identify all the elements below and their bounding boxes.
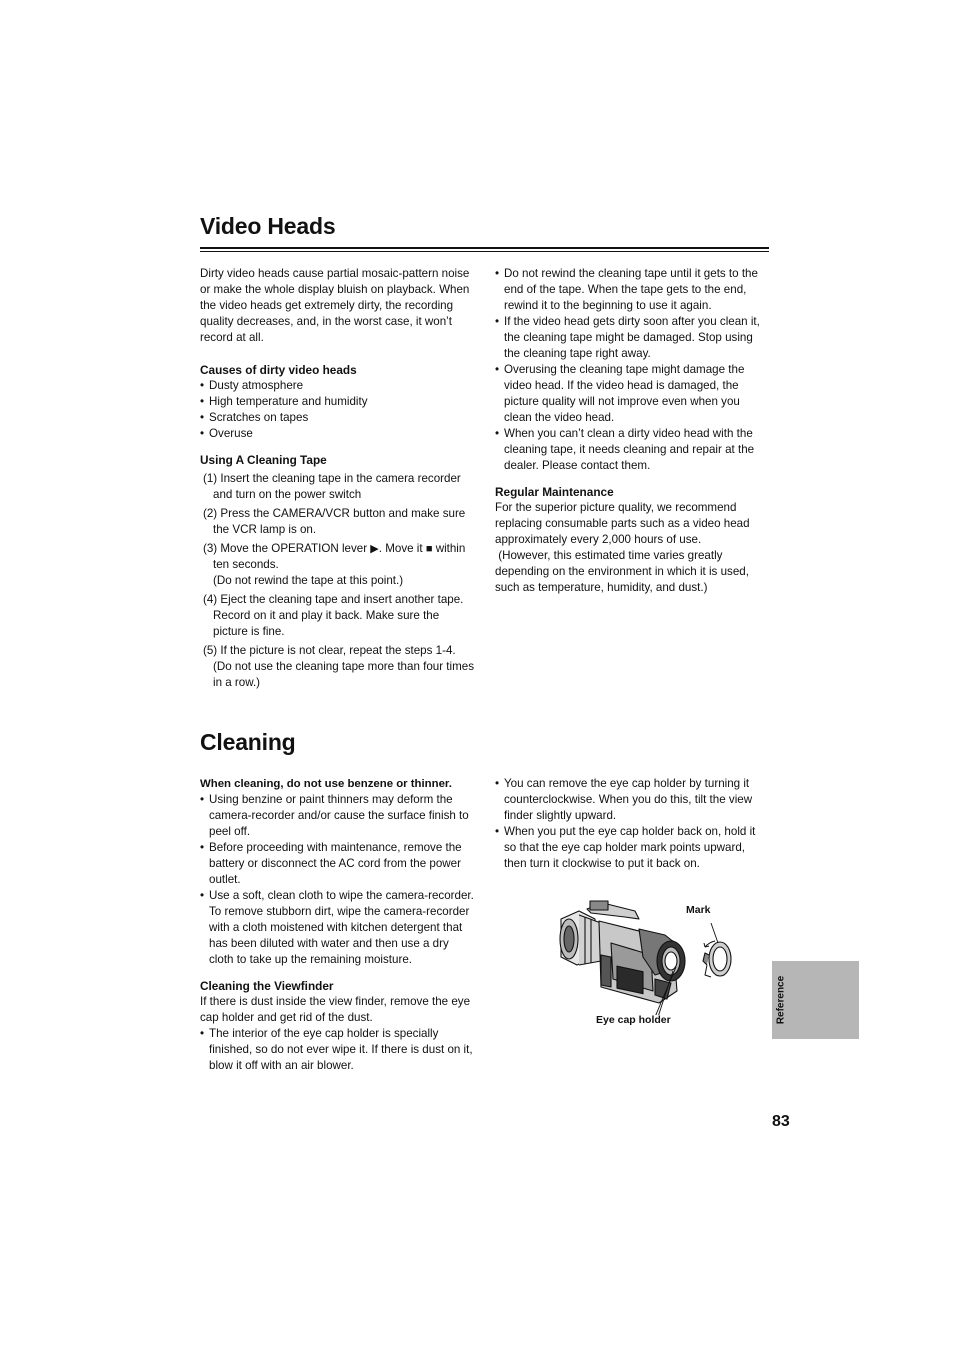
step-3-text-b: . Move it	[378, 542, 426, 555]
maintenance-heading: Regular Maintenance	[495, 485, 614, 499]
video-heads-title: Video Heads	[200, 213, 336, 239]
figure-label-mark: Mark	[686, 904, 711, 916]
step-2: (2) Press the CAMERA/VCR button and make sure the VCR lamp is on.	[203, 507, 466, 536]
step-5: (5) If the picture is not clear, repeat the steps 1-4. (Do not use the cleaning tape more than four times in a row.)	[203, 644, 475, 689]
eye-cap-bullet: • When you put the eye cap holder back on, hold it so that the eye cap holder mark points upward, then turn it clockwise to put it back on.	[495, 824, 769, 872]
figure-label-eye-cap-holder: Eye cap holder	[596, 1014, 671, 1026]
stop-icon: ■	[425, 543, 433, 555]
cleaning-bullet: • Before proceeding with maintenance, remove the battery or disconnect the AC cord from the power outlet.	[200, 840, 474, 888]
cleaning-warning: When cleaning, do not use benzene or thinner.	[200, 778, 452, 790]
step-3-text-a: (3) Move the OPERATION lever	[203, 542, 371, 555]
viewfinder-bullet: • The interior of the eye cap holder is specially finished, so do not ever wipe it. If there is dust on it, blow it off with an air blower.	[200, 1026, 474, 1074]
cleaning-bullet: • Using benzine or paint thinners may deform the camera-recorder and/or cause the surface finish to peel off.	[200, 792, 474, 840]
cleaning-left-column	[200, 776, 474, 1074]
step-1: (1) Insert the cleaning tape in the camera recorder and turn on the power switch	[203, 472, 461, 501]
cause-item: • Overuse	[200, 426, 474, 442]
video-heads-right-column	[495, 266, 769, 596]
viewfinder-text: If there is dust inside the view finder, remove the eye cap holder and get rid of the dust.	[200, 995, 471, 1024]
maintenance-text: For the superior picture quality, we recommend replacing consumable parts such as a video head approximately every 2,000 hours of use.	[495, 501, 750, 546]
cause-item: • High temperature and humidity	[200, 394, 474, 410]
tape-note-bullet: • Do not rewind the cleaning tape until it gets to the end of the tape. When the tape gets to the end, rewind it to the beginning to use it again.	[495, 266, 769, 314]
reference-tab-label: Reference	[775, 975, 787, 1025]
cleaning-title: Cleaning	[200, 729, 296, 755]
title-rule	[200, 247, 769, 249]
reference-tab	[772, 961, 859, 1039]
cause-item: • Dusty atmosphere	[200, 378, 474, 394]
cleaning-right-column	[495, 776, 769, 872]
causes-heading: Causes of dirty video heads	[200, 363, 357, 377]
camcorder-illustration	[555, 895, 745, 1015]
maintenance-note: (However, this estimated time varies greatly depending on the environment in which it is used, such as temperature, humidity, and dust.)	[495, 549, 753, 594]
cleaning-bullet: • Use a soft, clean cloth to wipe the camera-recorder. To remove stubborn dirt, wipe the camera-recorder with a cloth moistened with kitchen detergent that has been diluted with water and then use a dry cloth to take up the remaining moisture.	[200, 888, 474, 968]
intro-paragraph: Dirty video heads cause partial mosaic-pattern noise or make the whole display bluish on playback. When the video heads get extremely dirty, the recording quality decreases, and, in the worst case, it won’t record at all.	[200, 267, 470, 344]
play-icon: ▶	[370, 543, 379, 555]
eye-cap-bullet: • You can remove the eye cap holder by turning it counterclockwise. When you do this, tilt the view finder slightly upward.	[495, 776, 769, 824]
cleaning-tape-heading: Using A Cleaning Tape	[200, 453, 327, 467]
page-number: 83	[772, 1113, 790, 1130]
viewfinder-heading: Cleaning the Viewfinder	[200, 979, 334, 993]
tape-note-bullet: • Overusing the cleaning tape might damage the video head. If the video head is damaged, the picture quality will not improve even when you clean the video head.	[495, 362, 769, 426]
step-4: (4) Eject the cleaning tape and insert another tape. Record on it and play it back. Make sure the picture is fine.	[203, 593, 464, 638]
step-3	[200, 541, 474, 573]
tape-note-bullet: • If the video head gets dirty soon after you clean it, the cleaning tape might be damaged. Stop using the cleaning tape right away.	[495, 314, 769, 362]
step-3-text-c: within ten seconds.	[213, 542, 466, 571]
tape-note-bullet: • When you can’t clean a dirty video head with the cleaning tape, it needs cleaning and repair at the dealer. Please contact them.	[495, 426, 769, 474]
step-3-note: (Do not rewind the tape at this point.)	[213, 574, 404, 587]
cause-item: • Scratches on tapes	[200, 410, 474, 426]
video-heads-left-column	[200, 266, 474, 691]
